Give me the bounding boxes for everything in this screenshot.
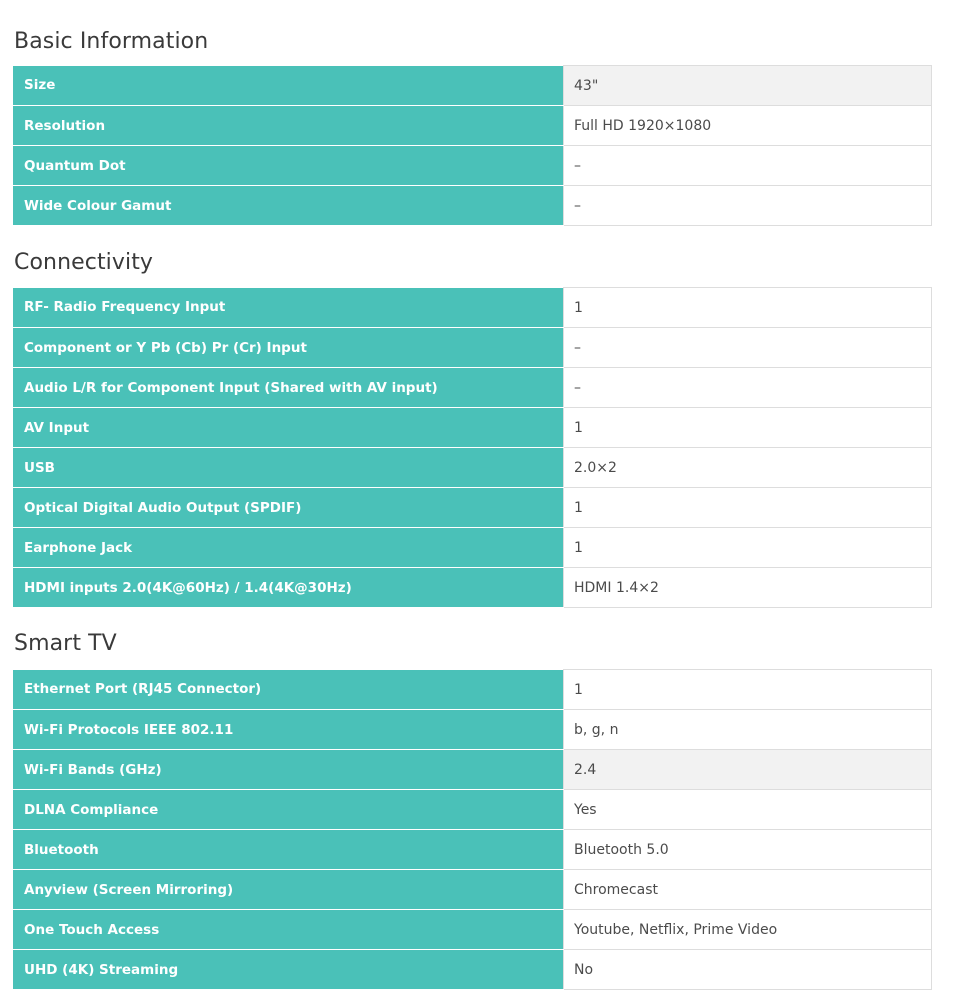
table-row-component-input [14, 328, 932, 368]
row-value: No [564, 950, 932, 990]
table-row-bluetooth [14, 830, 932, 870]
row-label: Earphone Jack [14, 528, 564, 568]
row-label: Anyview (Screen Mirroring) [14, 870, 564, 910]
section-title-smart-tv: Smart TV [14, 631, 117, 656]
row-label: USB [14, 448, 564, 488]
table-row-wifi-protocols [14, 710, 932, 750]
row-value: b, g, n [564, 710, 932, 750]
row-value: Full HD 1920×1080 [564, 106, 932, 146]
table-row-hdmi-inputs [14, 568, 932, 608]
row-label: Wi-Fi Protocols IEEE 802.11 [14, 710, 564, 750]
table-row-earphone-jack [14, 528, 932, 568]
spec-table-basic-information [13, 65, 932, 226]
row-value: Youtube, Netflix, Prime Video [564, 910, 932, 950]
table-row-quantum-dot [14, 146, 932, 186]
spec-table-smart-tv [13, 669, 932, 990]
row-value: 1 [564, 288, 932, 328]
table-row-uhd-streaming [14, 950, 932, 990]
table-row-optical-audio [14, 488, 932, 528]
section-title-connectivity: Connectivity [14, 250, 154, 275]
spec-table-connectivity [13, 287, 932, 608]
row-label: DLNA Compliance [14, 790, 564, 830]
table-row-size [14, 66, 932, 106]
row-label: Component or Y Pb (Cb) Pr (Cr) Input [14, 328, 564, 368]
row-value: Chromecast [564, 870, 932, 910]
table-row-wide-colour-gamut [14, 186, 932, 226]
row-label: RF- Radio Frequency Input [14, 288, 564, 328]
row-value: – [564, 186, 932, 226]
row-value: – [564, 146, 932, 186]
row-label: Wide Colour Gamut [14, 186, 564, 226]
table-row-av-input [14, 408, 932, 448]
row-label: Optical Digital Audio Output (SPDIF) [14, 488, 564, 528]
row-label: Ethernet Port (RJ45 Connector) [14, 670, 564, 710]
row-label: Size [14, 66, 564, 106]
row-label: HDMI inputs 2.0(4K@60Hz) / 1.4(4K@30Hz) [14, 568, 564, 608]
table-row-anyview [14, 870, 932, 910]
row-value: 2.0×2 [564, 448, 932, 488]
row-value: – [564, 368, 932, 408]
table-row-usb [14, 448, 932, 488]
section-title-basic-information: Basic Information [14, 29, 209, 54]
row-label: Quantum Dot [14, 146, 564, 186]
row-value: 1 [564, 528, 932, 568]
table-row-dlna-compliance [14, 790, 932, 830]
row-value: 1 [564, 408, 932, 448]
table-row-resolution [14, 106, 932, 146]
row-value: 1 [564, 488, 932, 528]
row-label: Wi-Fi Bands (GHz) [14, 750, 564, 790]
row-value: 1 [564, 670, 932, 710]
row-label: AV Input [14, 408, 564, 448]
table-row-audio-lr [14, 368, 932, 408]
row-label: Audio L/R for Component Input (Shared with AV input) [14, 368, 564, 408]
row-label: Bluetooth [14, 830, 564, 870]
row-value: HDMI 1.4×2 [564, 568, 932, 608]
row-label: Resolution [14, 106, 564, 146]
row-value: Yes [564, 790, 932, 830]
row-label: One Touch Access [14, 910, 564, 950]
row-value: 43" [564, 66, 932, 106]
table-row-one-touch-access [14, 910, 932, 950]
table-row-wifi-bands [14, 750, 932, 790]
row-value: Bluetooth 5.0 [564, 830, 932, 870]
row-value: 2.4 [564, 750, 932, 790]
row-label: UHD (4K) Streaming [14, 950, 564, 990]
table-row-ethernet-port [14, 670, 932, 710]
row-value: – [564, 328, 932, 368]
table-row-rf-input [14, 288, 932, 328]
